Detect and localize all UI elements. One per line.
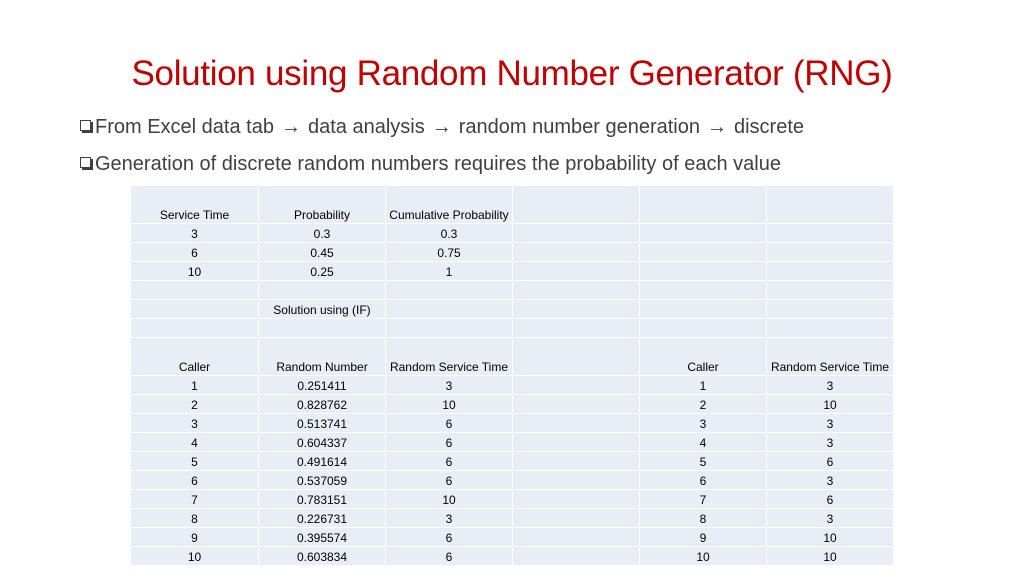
sim-header-row xyxy=(131,338,894,376)
empty-cell xyxy=(386,281,513,300)
cell: 0.513741 xyxy=(259,414,386,433)
bullet-text: discrete xyxy=(733,115,805,138)
cell: 3 xyxy=(767,509,894,528)
empty-cell xyxy=(513,376,640,395)
cell: 5 xyxy=(131,452,259,471)
cell: 0.25 xyxy=(259,262,386,281)
cell: 10 xyxy=(131,262,259,281)
header-cell: Random Service Time xyxy=(767,338,894,376)
empty-cell xyxy=(513,452,640,471)
cell: 3 xyxy=(767,414,894,433)
solution-label-row xyxy=(131,300,894,319)
header-cell: Random Number xyxy=(259,338,386,376)
cell: 6 xyxy=(386,547,513,566)
cell: 5 xyxy=(640,452,767,471)
empty-cell xyxy=(513,395,640,414)
empty-cell xyxy=(513,224,640,243)
arrow-right-icon: → xyxy=(706,115,727,138)
table-row xyxy=(131,395,894,414)
cell: 6 xyxy=(767,452,894,471)
empty-cell xyxy=(513,186,640,224)
cell: 6 xyxy=(386,433,513,452)
empty-cell xyxy=(640,300,767,319)
cell: 0.395574 xyxy=(259,528,386,547)
cell: 10 xyxy=(386,395,513,414)
empty-cell xyxy=(513,547,640,566)
cell: 6 xyxy=(386,452,513,471)
cell: 6 xyxy=(386,471,513,490)
bullet-list xyxy=(80,108,1000,182)
empty-cell xyxy=(513,509,640,528)
empty-cell xyxy=(767,262,894,281)
cell: 10 xyxy=(386,490,513,509)
empty-cell xyxy=(131,300,259,319)
bullet-item-probability-note xyxy=(80,145,1000,182)
empty-cell xyxy=(640,186,767,224)
cell: 7 xyxy=(131,490,259,509)
cell: 8 xyxy=(640,509,767,528)
empty-cell xyxy=(513,300,640,319)
empty-cell xyxy=(640,281,767,300)
cell: 0.226731 xyxy=(259,509,386,528)
table-row xyxy=(131,528,894,547)
cell: 3 xyxy=(386,376,513,395)
header-cell: Caller xyxy=(640,338,767,376)
empty-cell xyxy=(386,319,513,338)
bullet-item-excel-path xyxy=(80,108,1000,145)
empty-cell xyxy=(640,319,767,338)
bullet-text: random number generation xyxy=(458,115,700,138)
cell: 6 xyxy=(640,471,767,490)
cell: 0.828762 xyxy=(259,395,386,414)
table-row xyxy=(131,509,894,528)
table-row xyxy=(131,376,894,395)
cell: 0.3 xyxy=(386,224,513,243)
empty-cell xyxy=(386,300,513,319)
cell: 10 xyxy=(767,395,894,414)
arrow-right-icon: → xyxy=(280,115,301,138)
table-row xyxy=(131,414,894,433)
header-cell: Cumulative Probability xyxy=(386,186,513,224)
cell: 2 xyxy=(640,395,767,414)
table-row xyxy=(131,262,894,281)
empty-cell xyxy=(513,414,640,433)
cell: 3 xyxy=(767,471,894,490)
empty-cell xyxy=(767,224,894,243)
empty-cell xyxy=(131,319,259,338)
cell: 10 xyxy=(767,528,894,547)
empty-cell xyxy=(513,243,640,262)
header-cell: Service Time xyxy=(131,186,259,224)
table-row xyxy=(131,471,894,490)
cell: 0.45 xyxy=(259,243,386,262)
cell: 3 xyxy=(131,414,259,433)
empty-cell xyxy=(513,319,640,338)
cell: 1 xyxy=(131,376,259,395)
empty-cell xyxy=(259,319,386,338)
empty-cell xyxy=(259,281,386,300)
cell: 2 xyxy=(131,395,259,414)
cell: 4 xyxy=(131,433,259,452)
table-row xyxy=(131,452,894,471)
bullet-text: data analysis xyxy=(307,115,425,138)
empty-cell xyxy=(513,281,640,300)
sheet-grid xyxy=(130,185,894,566)
empty-cell xyxy=(767,319,894,338)
checkbox-bullet-icon xyxy=(80,157,91,168)
cell: 6 xyxy=(767,490,894,509)
empty-cell xyxy=(767,300,894,319)
cell: 0.491614 xyxy=(259,452,386,471)
empty-cell xyxy=(513,471,640,490)
table-row xyxy=(131,224,894,243)
empty-cell xyxy=(131,281,259,300)
cell: 10 xyxy=(640,547,767,566)
cell: 0.604337 xyxy=(259,433,386,452)
solution-label: Solution using (IF) xyxy=(259,300,386,319)
empty-row xyxy=(131,281,894,300)
arrow-right-icon: → xyxy=(431,115,452,138)
bullet-text: From Excel data tab xyxy=(95,115,274,138)
cell: 3 xyxy=(386,509,513,528)
cell: 0.603834 xyxy=(259,547,386,566)
header-cell: Random Service Time xyxy=(386,338,513,376)
cell: 1 xyxy=(386,262,513,281)
cell: 3 xyxy=(131,224,259,243)
header-cell: Caller xyxy=(131,338,259,376)
empty-cell xyxy=(640,224,767,243)
cell: 0.75 xyxy=(386,243,513,262)
empty-cell xyxy=(513,490,640,509)
checkbox-bullet-icon xyxy=(80,120,91,131)
cell: 9 xyxy=(640,528,767,547)
cell: 6 xyxy=(131,243,259,262)
cell: 1 xyxy=(640,376,767,395)
table-row xyxy=(131,243,894,262)
cell: 9 xyxy=(131,528,259,547)
empty-cell xyxy=(513,433,640,452)
cell: 0.783151 xyxy=(259,490,386,509)
cell: 4 xyxy=(640,433,767,452)
cell: 0.3 xyxy=(259,224,386,243)
empty-cell xyxy=(640,243,767,262)
empty-cell xyxy=(513,262,640,281)
cell: 7 xyxy=(640,490,767,509)
cell: 6 xyxy=(386,414,513,433)
empty-cell xyxy=(513,338,640,376)
empty-cell xyxy=(513,528,640,547)
cell: 6 xyxy=(131,471,259,490)
header-cell: Probability xyxy=(259,186,386,224)
cell: 3 xyxy=(767,433,894,452)
slide-title: Solution using Random Number Generator (RNG) xyxy=(131,54,893,93)
cell: 3 xyxy=(767,376,894,395)
empty-row xyxy=(131,319,894,338)
empty-cell xyxy=(767,243,894,262)
cell: 0.251411 xyxy=(259,376,386,395)
cell: 10 xyxy=(131,547,259,566)
cell: 10 xyxy=(767,547,894,566)
cell: 3 xyxy=(640,414,767,433)
cell: 8 xyxy=(131,509,259,528)
prob-header-row xyxy=(131,186,894,224)
cell: 6 xyxy=(386,528,513,547)
table-row xyxy=(131,433,894,452)
cell: 0.537059 xyxy=(259,471,386,490)
empty-cell xyxy=(767,186,894,224)
empty-cell xyxy=(640,262,767,281)
bullet-text: Generation of discrete random numbers requires the probability of each value xyxy=(95,152,781,175)
empty-cell xyxy=(767,281,894,300)
spreadsheet-table xyxy=(130,185,894,566)
table-row xyxy=(131,490,894,509)
table-row xyxy=(131,547,894,566)
